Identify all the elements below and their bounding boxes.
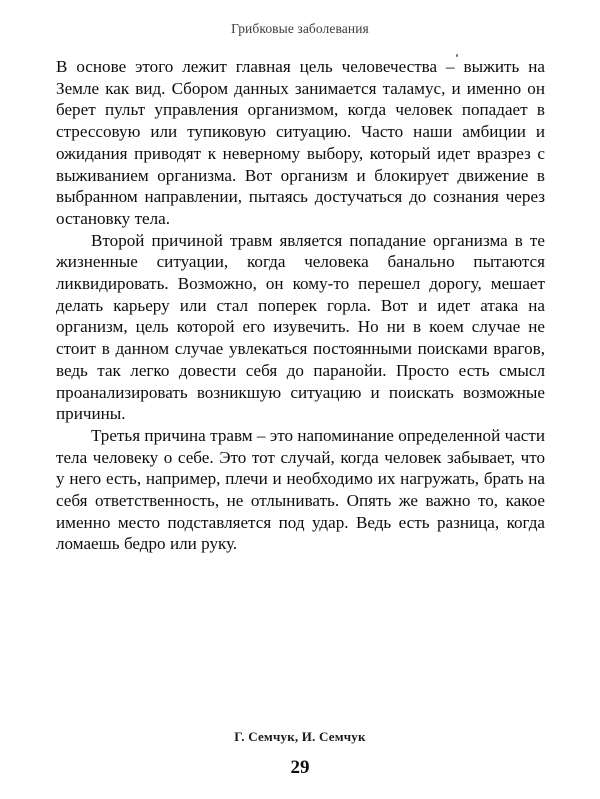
page-number: 29 [290,757,310,778]
footer-authors: Г. Семчук, И. Семчук [234,729,366,744]
running-header-title: Грибковые заболевания [231,21,369,36]
body-text-block [56,56,545,555]
paragraph-1: В основе этого лежит главная цель человечества – выжить на Земле как вид. Сбором данных занимается таламус, и именно он берет пульт управления организмом, когда человек попадает в стрессовую или тупиковую ситуацию. Часто наши амбиции и ожидания приводят к неверному выбору, который идет вразрез с выживанием организма. Вот организм и блокирует движение в выбранном направлении, пытаясь достучаться до сознания через остановку тела. [56,57,545,228]
paragraph-3: Третья причина травм – это напоминание определенной части тела человеку о себе. Это тот случай, когда человек забывает, что у него есть, например, плечи и необходимо их нагружать, брать на себя ответственность, не отлынивать. Опять же важно то, какое именно место подставляется под удар. Ведь есть разница, когда ломаешь бедро или руку. [56,425,545,554]
paragraph-2: Второй причиной травм является попадание организма в те жизненные ситуации, когда человека банально пытаются ликвидировать. Возможно, он кому-то перешел дорогу, мешает делать карьеру или стал поперек горла. Вот и идет атака на организм, цель которой его изувечить. Но ни в коем случае не стоит в данном случае увлекаться постоянными поисками врагов, ведь так легко довести себя до паранойи. Просто есть смысл проанализировать возникшую ситуацию и поискать возможные причины. [56,230,545,424]
scan-speck-artifact [456,54,458,57]
